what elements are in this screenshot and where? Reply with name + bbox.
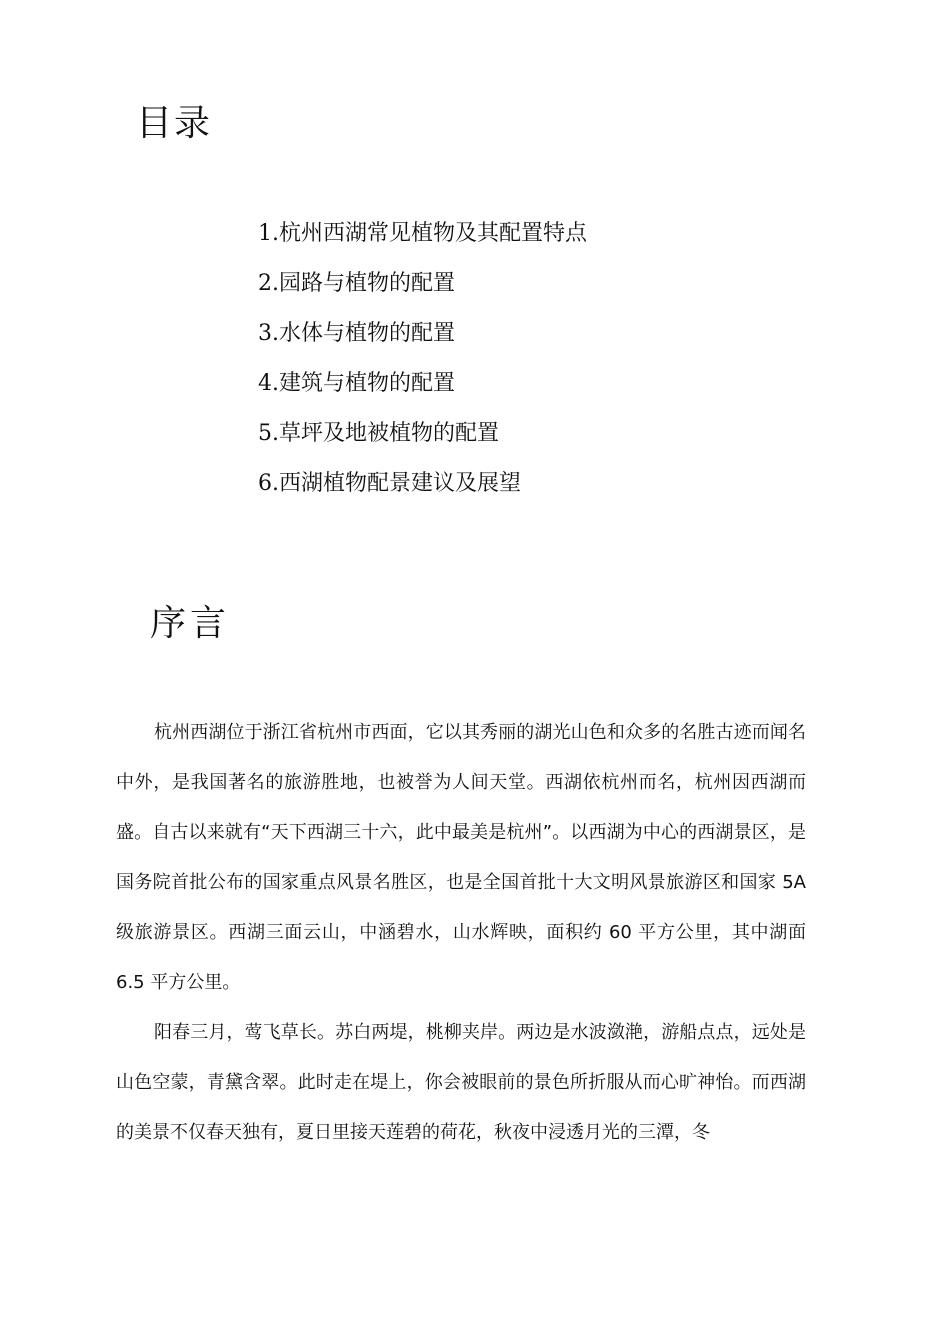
preface-heading: 序言: [150, 603, 231, 644]
toc-heading: 目录: [136, 103, 213, 144]
toc-item: 4.建筑与植物的配置: [258, 371, 455, 396]
preface-body: [116, 708, 806, 1158]
preface-paragraph: 阳春三月，莺飞草长。苏白两堤，桃柳夹岸。两边是水波潋滟，游船点点，远处是山色空蒙，青黛含翠。此时走在堤上，你会被眼前的景色所折服从而心旷神怡。而西湖的美景不仅春天独有，夏日里接天莲碧的荷花，秋夜中浸透月光的三潭，冬: [116, 1022, 806, 1143]
toc-item: 3.水体与植物的配置: [258, 321, 455, 346]
toc-item: 1.杭州西湖常见植物及其配置特点: [258, 221, 587, 246]
toc-item: 2.园路与植物的配置: [258, 271, 455, 296]
toc-item: 5.草坪及地被植物的配置: [258, 421, 499, 446]
preface-paragraph: 杭州西湖位于浙江省杭州市西面，它以其秀丽的湖光山色和众多的名胜古迹而闻名中外，是我国著名的旅游胜地，也被誉为人间天堂。西湖依杭州而名，杭州因西湖而盛。自古以来就有“天下西湖三十六，此中最美是杭州”。以西湖为中心的西湖景区，是国务院首批公布的国家重点风景名胜区，也是全国首批十大文明风景旅游区和国家 5A 级旅游景区。西湖三面云山，中涵碧水，山水辉映，面积约 60 平方公里，其中湖面 6.5 平方公里。: [116, 722, 806, 993]
toc-item: 6.西湖植物配景建议及展望: [258, 471, 521, 496]
toc-list: [258, 214, 587, 514]
